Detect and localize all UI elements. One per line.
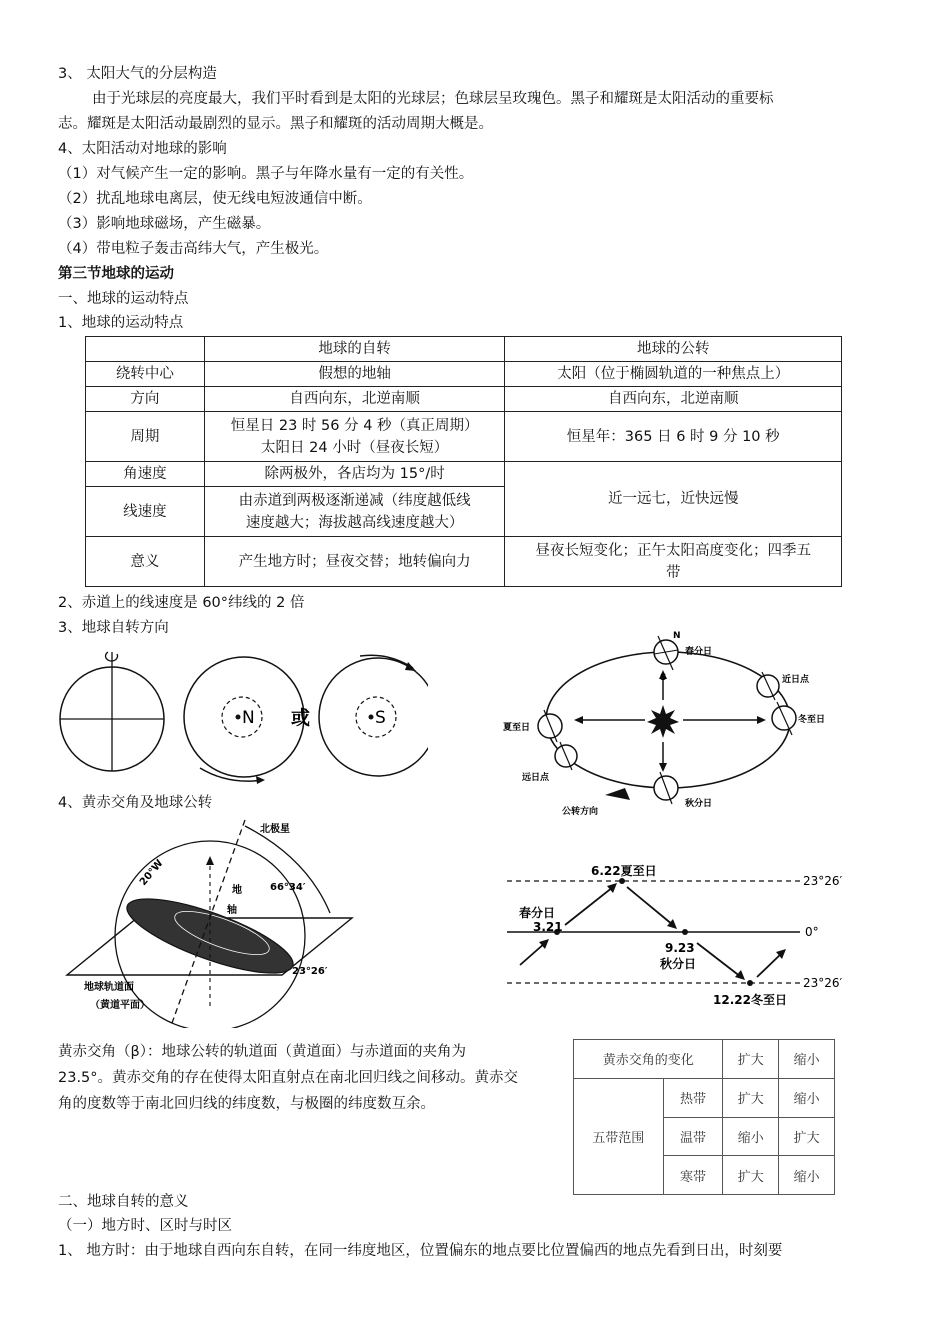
winter-label: 12.22冬至日 [713, 993, 787, 1007]
section-title: 第三节地球的运动 [58, 266, 174, 282]
lat-label: 23°26′ [803, 874, 843, 888]
arrow-head-icon [574, 716, 583, 724]
cell-line: 太阳日 24 小时（昼夜长短） [261, 439, 449, 456]
heading: 1、地球的运动特点 [58, 315, 184, 331]
spring-label: 春分日 [685, 647, 713, 657]
autumn-label: 秋分日 [660, 957, 697, 971]
heading-solar-atmosphere: 3、 太阳大气的分层构造 [58, 66, 217, 82]
polaris-label: 北极星 [260, 824, 290, 835]
table-header: 扩大 [723, 1040, 779, 1079]
cell-line: 速度越大；海拔越高线速度越大） [245, 514, 464, 531]
table-cell: 热带 [663, 1078, 723, 1117]
south-label: S [375, 708, 386, 728]
table-cell: 近一远七，近快远慢 [505, 462, 842, 537]
arrow-head-icon [757, 716, 766, 724]
autumn-date: 9.23 [665, 941, 695, 955]
axial-tilt-figure [62, 818, 362, 1028]
north-label: N [242, 708, 255, 728]
solstice-dot [747, 980, 753, 986]
angle-label: 20°W [137, 857, 166, 888]
earth-summer [538, 710, 562, 742]
axis-label: 轴 [227, 905, 237, 916]
table-cell: 绕转中心 [86, 362, 205, 387]
winter-label: 冬至日 [798, 715, 826, 725]
autumn-label: 秋分日 [685, 799, 713, 809]
heading: （一）地方时、区时与时区 [58, 1218, 232, 1234]
list-item: （1）对气候产生一定的影响。黑子与年降水量有一定的有关性。 [58, 166, 474, 182]
table-cell: 自西向东，北逆南顺 [204, 387, 505, 412]
direct-sun-point-figure [505, 855, 845, 1010]
table-cell [204, 487, 505, 537]
arrow-head-icon [405, 662, 416, 671]
rotation-arrow-icon [200, 768, 263, 781]
rotation-direction-figure [58, 640, 428, 785]
path-segment [697, 943, 741, 977]
table-cell: 太阳（位于椭圆轨道的一种焦点上） [505, 362, 842, 387]
text-line: 2、赤道上的线速度是 60°纬线的 2 倍 [58, 595, 305, 611]
list-item: （2）扰乱地球电离层，使无线电短波通信中断。 [58, 191, 372, 207]
aphelion-label: 远日点 [522, 773, 550, 783]
path-segment [520, 943, 545, 965]
angle-label: 66°34′ [270, 882, 306, 893]
table-cell: 周期 [86, 412, 205, 462]
cell-line: 带 [665, 564, 681, 581]
table-cell: 缩小 [779, 1156, 835, 1195]
earth-winter [772, 702, 796, 735]
summer-label: 6.22夏至日 [591, 864, 657, 878]
table-cell: 意义 [86, 537, 205, 587]
table-cell: 温带 [663, 1117, 723, 1156]
table-cell: 缩小 [723, 1117, 779, 1156]
heading: 二、地球自转的意义 [58, 1194, 189, 1210]
heading-solar-effects: 4、太阳活动对地球的影响 [58, 141, 227, 157]
table-cell: 五带范围 [574, 1078, 664, 1194]
obliquity-paragraph: 黄赤交角（β）：地球公转的轨道面（黄道面）与赤道面的夹角为 23.5°。黄赤交角的存在使得太阳直射点在南北回归线之间移动。黄赤交角的度数等于南北回归线的纬度数，与极圈的纬度数互余。 [58, 1044, 519, 1112]
pole-dot [369, 715, 374, 720]
arrow-head-icon [735, 970, 745, 980]
table-header: 缩小 [779, 1040, 835, 1079]
table-cell: 假想的地轴 [204, 362, 505, 387]
obliquity-table [573, 1039, 835, 1195]
heading: 一、地球的运动特点 [58, 291, 189, 307]
spring-date: 3.21 [533, 920, 563, 934]
table-header: 地球的自转 [204, 337, 505, 362]
pole-dot [236, 715, 241, 720]
angle-arc [245, 826, 330, 913]
text-line: 1、 地方时：由于地球自西向东自转，在同一纬度地区，位置偏东的地点要比位置偏西的地点先看到日出，时刻要 [58, 1243, 783, 1259]
path-segment [627, 887, 673, 925]
heading: 3、地球自转方向 [58, 620, 169, 636]
heading: 4、黄赤交角及地球公转 [58, 795, 213, 811]
n-label: N [673, 631, 681, 641]
path-segment [757, 952, 783, 977]
table-cell: 除两极外，各店均为 15°/时 [204, 462, 505, 487]
earth-autumn [654, 772, 678, 804]
table-cell [204, 412, 505, 462]
table-cell: 方向 [86, 387, 205, 412]
arrow-head-icon [659, 763, 667, 772]
table-cell: 寒带 [663, 1156, 723, 1195]
cell-line: 昼夜长短变化；正午太阳高度变化；四季五 [535, 542, 811, 559]
table-cell: 产生地方时；昼夜交替；地转偏向力 [204, 537, 505, 587]
table-cell: 扩大 [779, 1117, 835, 1156]
angle-label: 23°26′ [292, 966, 328, 977]
table-cell: 扩大 [723, 1156, 779, 1195]
sun-icon [647, 705, 679, 738]
summer-label: 夏至日 [503, 723, 531, 733]
or-label: 或 [291, 707, 311, 729]
table-cell: 扩大 [723, 1078, 779, 1117]
perihelion-label: 近日点 [782, 675, 810, 685]
table-cell: 自西向东，北逆南顺 [505, 387, 842, 412]
list-item: （4）带电粒子轰击高纬大气，产生极光。 [58, 241, 329, 257]
solstice-dot [619, 878, 625, 884]
s-label: S [660, 673, 667, 683]
earth-aphelion [555, 742, 577, 770]
cell-line: 恒星日 23 时 56 分 4 秒（真正周期） [230, 417, 479, 434]
list-item: （3）影响地球磁场，产生磁暴。 [58, 216, 271, 232]
table-cell [86, 337, 205, 362]
table-cell: 缩小 [779, 1078, 835, 1117]
table-cell: 恒星年：365 日 6 时 9 分 10 秒 [505, 412, 842, 462]
rotation-arrow-icon [360, 655, 413, 668]
table-cell [505, 537, 842, 587]
lat-label: 0° [805, 925, 819, 939]
table-header: 黄赤交角的变化 [574, 1040, 723, 1079]
spring-label: 春分日 [519, 906, 556, 920]
direction-label: 公转方向 [562, 807, 599, 817]
direction-arrow-icon [605, 788, 630, 800]
arrow-head-icon [206, 856, 214, 865]
table-cell: 角速度 [86, 462, 205, 487]
cell-line: 由赤道到两极逐渐递减（纬度越低线 [238, 492, 471, 509]
arrow-head-icon [256, 776, 265, 784]
earth-motion-table [85, 336, 842, 587]
table-cell: 线速度 [86, 487, 205, 537]
plane-label: 地球轨道面 [84, 982, 134, 993]
axis-label: 地 [232, 885, 242, 896]
orbit-figure [500, 630, 845, 820]
table-header: 地球的公转 [505, 337, 842, 362]
equinox-dot [682, 929, 688, 935]
earth-spring [654, 636, 678, 670]
lat-label: 23°26′ [803, 976, 843, 990]
plane-label: （黄道平面） [90, 1000, 150, 1011]
text-line: 志。耀斑是太阳活动最剧烈的显示。黑子和耀斑的活动周期大概是。 [58, 116, 493, 132]
path-segment [565, 887, 613, 925]
text-line: 由于光球层的亮度最大，我们平时看到是太阳的光球层；色球层呈玫瑰色。黑子和耀斑是太阳活动的重要标 [92, 91, 774, 107]
